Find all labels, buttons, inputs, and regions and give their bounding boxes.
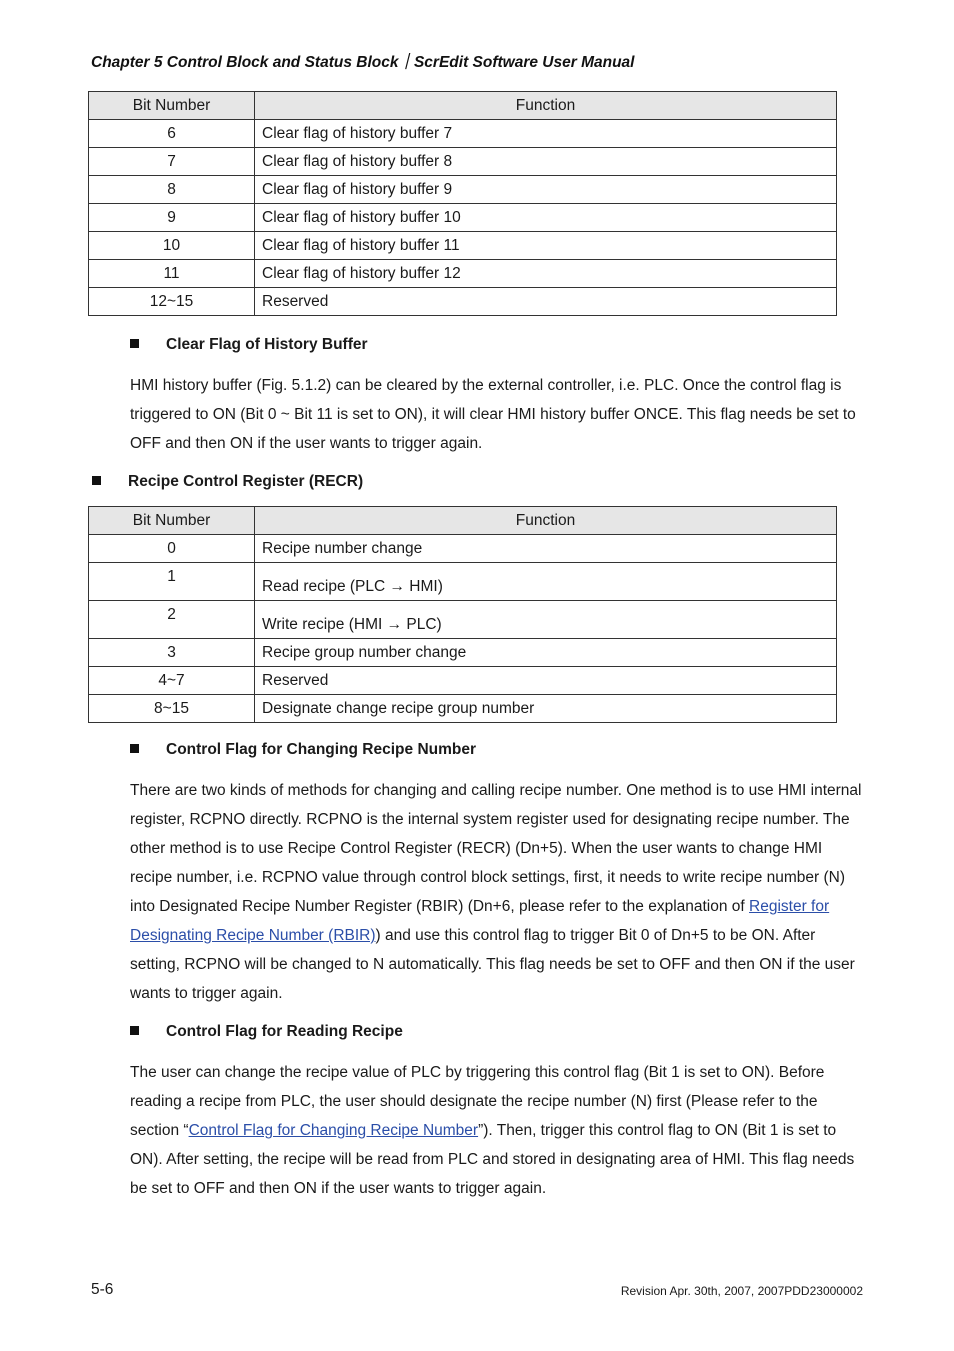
bullet-square-icon	[130, 744, 139, 753]
bit-number-cell: 9	[89, 204, 255, 232]
function-cell: Recipe number change	[255, 535, 837, 563]
table-header-row	[89, 507, 837, 535]
bullet-square-icon	[92, 476, 101, 485]
changing-recipe-link[interactable]: Control Flag for Changing Recipe Number	[188, 1122, 479, 1139]
column-header-bit-number: Bit Number	[89, 92, 255, 120]
section-heading-clear-flag	[130, 336, 368, 354]
paragraph-text: The user can change the recipe value of PLC by triggering this control flag (Bit 1 is set to ON). Before reading a recipe from PLC, the user should designate the recipe number (N) first (Please refer to the section “	[130, 1064, 825, 1139]
table-row	[89, 563, 837, 601]
section-heading-text: Recipe Control Register (RECR)	[128, 473, 364, 490]
table-header-row	[89, 92, 837, 120]
function-cell: Write recipe (HMI → PLC)	[255, 601, 837, 639]
column-header-bit-number: Bit Number	[89, 507, 255, 535]
function-cell: Reserved	[255, 288, 837, 316]
table-row	[89, 535, 837, 563]
page-header: Chapter 5 Control Block and Status Block｜ScrEdit Software User Manual	[91, 54, 635, 71]
bit-number-cell: 12~15	[89, 288, 255, 316]
table-row	[89, 639, 837, 667]
bit-number-cell: 7	[89, 148, 255, 176]
table-row	[89, 260, 837, 288]
column-header-function: Function	[255, 92, 837, 120]
table-row	[89, 601, 837, 639]
paragraph-changing-recipe	[130, 776, 865, 1008]
section-heading-text: Control Flag for Reading Recipe	[166, 1023, 403, 1040]
function-cell: Clear flag of history buffer 10	[255, 204, 837, 232]
function-cell: Designate change recipe group number	[255, 695, 837, 723]
bit-number-cell: 1	[89, 563, 255, 601]
bit-number-cell: 4~7	[89, 667, 255, 695]
revision-info: Revision Apr. 30th, 2007, 2007PDD23000002	[620, 1284, 863, 1298]
function-cell: Clear flag of history buffer 12	[255, 260, 837, 288]
page-number: 5-6	[91, 1281, 114, 1298]
bullet-square-icon	[130, 1026, 139, 1035]
function-cell: Clear flag of history buffer 11	[255, 232, 837, 260]
paragraph-text: There are two kinds of methods for changing and calling recipe number. One method is to use HMI internal register, RCPNO directly. RCPNO is the internal system register used for designating recipe number. The other method is to use Recipe Control Register (RECR) (Dn+5). When the user wants to change HMI recipe number, i.e. RCPNO value through control block settings, first, it needs to write recipe number (N) into Designated Recipe Number Register (RBIR) (Dn+6, please refer to the explanation of	[130, 782, 862, 915]
paragraph-text: ) and use this control flag to trigger Bit 0 of Dn+5 to be ON. After setting, RCPNO will be changed to N automatically. This flag needs be set to OFF and then ON if the user wants to trigger again.	[130, 927, 855, 1002]
rbir-link[interactable]: Register for Designating Recipe Number (RBIR)	[130, 898, 830, 944]
bit-number-cell: 2	[89, 601, 255, 639]
table-row	[89, 288, 837, 316]
section-heading-text: Control Flag for Changing Recipe Number	[166, 741, 477, 758]
table-row	[89, 148, 837, 176]
paragraph-clear-flag: HMI history buffer (Fig. 5.1.2) can be cleared by the external controller, i.e. PLC. Once the control flag is triggered to ON (Bit 0 ~ Bit 11 is set to ON), it will clear HMI history buffer ONCE. This flag needs be set to OFF and then ON if the user wants to trigger again.	[130, 377, 856, 452]
section-heading-recr	[92, 473, 363, 491]
history-buffer-table	[88, 91, 837, 316]
bit-number-cell: 10	[89, 232, 255, 260]
bit-number-cell: 8~15	[89, 695, 255, 723]
table-row	[89, 667, 837, 695]
table-row	[89, 232, 837, 260]
section-heading-text: Clear Flag of History Buffer	[166, 336, 368, 353]
function-cell: Read recipe (PLC → HMI)	[255, 563, 837, 601]
bit-number-cell: 3	[89, 639, 255, 667]
bullet-square-icon	[130, 339, 139, 348]
paragraph-text: ”). Then, trigger this control flag to ON (Bit 1 is set to ON). After setting, the recipe will be read from PLC and stored in designating area of HMI. This flag needs be set to OFF and then ON if the user wants to trigger again.	[130, 1122, 855, 1197]
paragraph-reading-recipe	[130, 1058, 865, 1203]
table-row	[89, 176, 837, 204]
recipe-control-table	[88, 506, 837, 723]
bit-number-cell: 0	[89, 535, 255, 563]
column-header-function: Function	[255, 507, 837, 535]
function-cell: Recipe group number change	[255, 639, 837, 667]
function-cell: Clear flag of history buffer 9	[255, 176, 837, 204]
bit-number-cell: 6	[89, 120, 255, 148]
section-heading-reading-recipe	[130, 1023, 403, 1041]
function-cell: Clear flag of history buffer 7	[255, 120, 837, 148]
section-heading-changing-recipe	[130, 741, 476, 759]
function-cell: Clear flag of history buffer 8	[255, 148, 837, 176]
table-row	[89, 695, 837, 723]
table-row	[89, 204, 837, 232]
bit-number-cell: 11	[89, 260, 255, 288]
table-row	[89, 120, 837, 148]
bit-number-cell: 8	[89, 176, 255, 204]
function-cell: Reserved	[255, 667, 837, 695]
